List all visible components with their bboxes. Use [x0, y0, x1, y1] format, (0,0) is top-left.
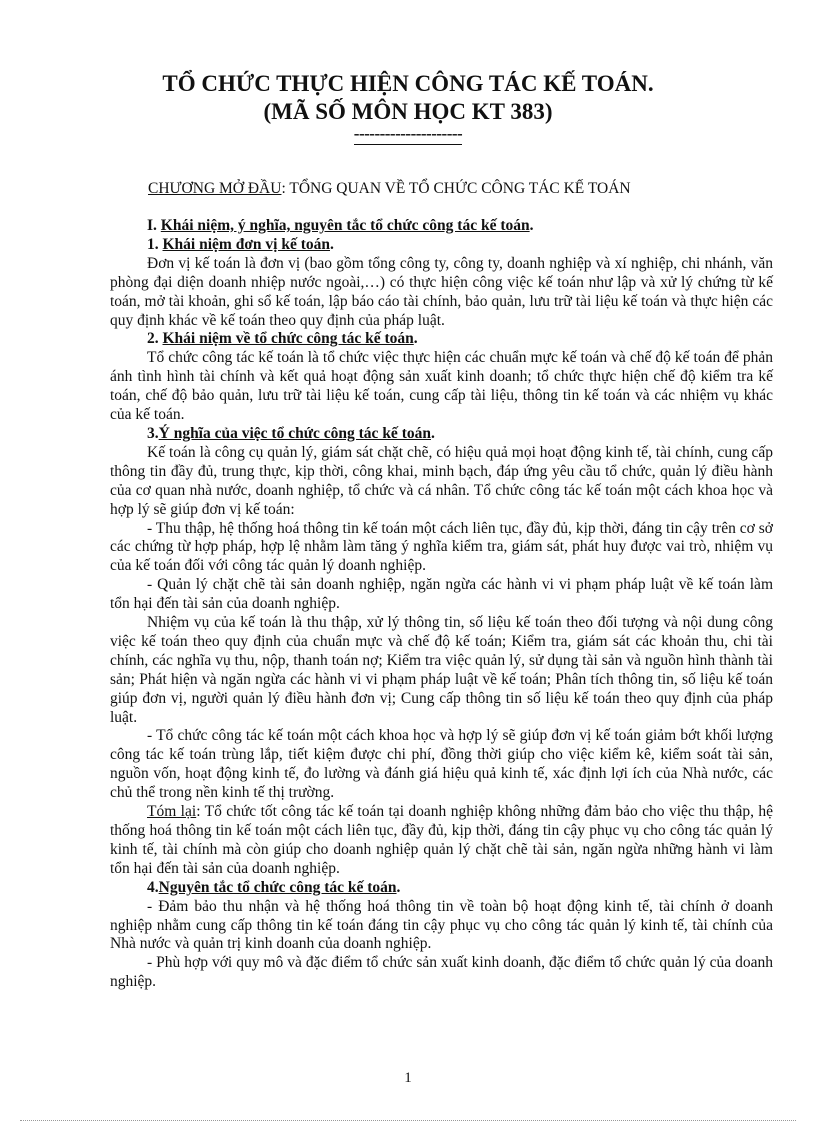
paragraph: - Quản lý chặt chẽ tài sản doanh nghiệp, ngăn ngừa các hành vi vi phạm pháp luật về kế toán làm tổn hại đến tài sản của doanh nghiệp.	[110, 576, 773, 613]
subsection-heading: 4.Nguyên tắc tổ chức công tác kế toán.	[147, 878, 401, 896]
chapter-title: : TỔNG QUAN VỀ TỔ CHỨC CÔNG TÁC KẾ TOÁN	[281, 180, 631, 197]
paragraph: - Thu thập, hệ thống hoá thông tin kế toán một cách liên tục, đầy đủ, kịp thời, đáng tin cậy trên cơ sở các chứng từ hợp pháp, hợp lệ nhằm làm tăng ý nghĩa kiểm tra, giám sát, phát huy được vai trò, nhiệm vụ của kế toán đối với công tác quản lý doanh nghiệp.	[110, 519, 773, 575]
document-body	[110, 217, 773, 992]
page-bottom-border	[20, 1120, 796, 1121]
course-code: (MÃ SỐ MÔN HỌC KT 383)	[263, 99, 553, 124]
title-separator: ---------------------	[353, 124, 463, 143]
paragraph: - Tổ chức công tác kế toán một cách khoa học và hợp lý sẽ giúp đơn vị kế toán giảm bớt khối lượng công tác kế toán trùng lắp, tiết kiệm được chi phí, đồng thời giúp cho việc kiểm kê, kiểm soát tài sản, nguồn vốn, hoạt động kinh tế, đo lường và đánh giá hiệu quả kinh tế, xác định lợi ích của Nhà nước, các chủ thể trong nền kinh tế thị trường.	[110, 727, 773, 802]
summary-label: Tóm lại	[147, 803, 197, 821]
paragraph: Nhiệm vụ của kế toán là thu thập, xử lý thông tin, số liệu kế toán theo đối tượng và nội dung công việc kế toán theo quy định của chuẩn mực và chế độ kế toán; Kiểm tra, giám sát các khoản thu, chi tài chính, các nghĩa vụ thu, nộp, thanh toán nợ; Kiểm tra việc quản lý, sử dụng tài sản và nguồn hình thành tài sản; Phát hiện và ngăn ngừa các hành vi vi phạm pháp luật về kế toán; Phân tích thông tin, số liệu kế toán giúp đơn vị, người quản lý điều hành đơn vị; Cung cấp thông tin số liệu kế toán theo quy định của pháp luật.	[110, 614, 773, 726]
subsection-heading: 1. Khái niệm đơn vị kế toán.	[147, 235, 334, 253]
chapter-label: CHƯƠNG MỞ ĐẦU	[148, 180, 282, 197]
chapter-heading	[148, 179, 788, 199]
paragraph: - Đảm bảo thu nhận và hệ thống hoá thông tin về toàn bộ hoạt động kinh tế, tài chính ở doanh nghiệp nhằm cung cấp thông tin kế toán đáng tin cậy phục vụ cho công tác quản lý kinh tế, tài chính của Nhà nước và quản trị kinh doanh của doanh nghiệp.	[110, 897, 773, 953]
paragraph: Kế toán là công cụ quản lý, giám sát chặt chẽ, có hiệu quả mọi hoạt động kinh tế, tài chính, cung cấp thông tin đầy đủ, trung thực, kịp thời, công khai, minh bạch, đáp ứng yêu cầu tổ chức, quản lý điều hành của cơ quan nhà nước, doanh nghiệp, tổ chức và cá nhân. Tổ chức công tác kế toán một cách khoa học và hợp lý sẽ giúp đơn vị kế toán:	[110, 443, 773, 518]
section-heading: I. Khái niệm, ý nghĩa, nguyên tắc tổ chức công tác kế toán.	[147, 217, 534, 234]
paragraph: Tổ chức công tác kế toán là tổ chức việc thực hiện các chuẩn mực kế toán và chế độ kế toán để phản ánh tình hình tài chính và kết quả hoạt động sản xuất kinh doanh; tổ chức thực hiện chế độ kiểm tra kế toán, chế độ bảo quản, lưu trữ tài liệu kế toán, cung cấp tài liệu, thông tin kế toán và các nhiệm vụ khác của kế toán.	[110, 349, 773, 424]
paragraph: Tóm lại: Tổ chức tốt công tác kế toán tại doanh nghiệp không những đảm bảo cho việc thu thập, hệ thống hoá thông tin kế toán một cách liên tục, đầy đủ, kịp thời, đáng tin cậy phục vụ cho công tác quản lý kinh tế, tài chính mà còn giúp cho doanh nghiệp quản lý chặt chẽ tài sản, ngăn ngừa những hành vi làm tổn hại đến tài sản của doanh nghiệp.	[110, 803, 773, 877]
paragraph: - Phù hợp với quy mô và đặc điểm tổ chức sản xuất kinh doanh, đặc điểm tổ chức quản lý của doanh nghiệp.	[110, 954, 773, 991]
subsection-heading: 2. Khái niệm về tổ chức công tác kế toán.	[147, 330, 418, 348]
document-title: TỔ CHỨC THỰC HIỆN CÔNG TÁC KẾ TOÁN.	[162, 71, 654, 96]
page-number: 1	[404, 1070, 412, 1086]
subsection-heading: 3.Ý nghĩa của việc tổ chức công tác kế toán.	[147, 424, 435, 442]
paragraph: Đơn vị kế toán là đơn vị (bao gồm tổng công ty, công ty, doanh nghiệp và xí nghiệp, chi nhánh, văn phòng đại diện doanh nhiệp nước ngoài,…) có thực hiện công việc kế toán như lập và xử lý chứng từ kế toán, mở tài khoản, ghi sổ kế toán, lập báo cáo tài chính, bảo quản, lưu trữ tài liệu kế toán và thực hiện các quy định khác về kế toán theo quy định của pháp luật.	[110, 254, 773, 329]
